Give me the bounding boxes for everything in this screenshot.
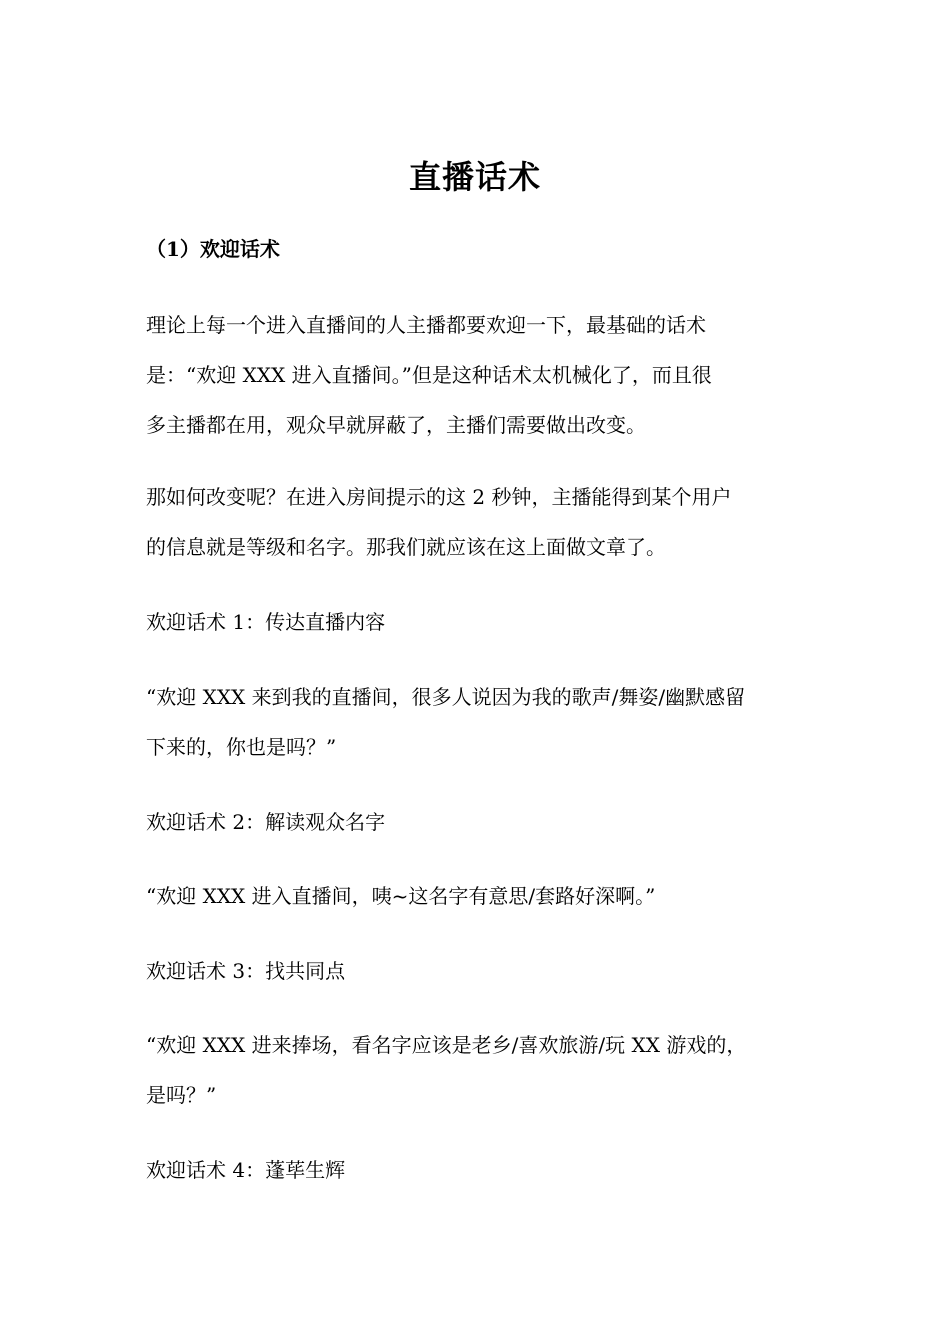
- welcome-script-1-quote: [146, 672, 806, 772]
- paragraph-line: 欢迎话术 3：找共同点: [146, 959, 346, 983]
- welcome-script-3-quote: [146, 1020, 806, 1120]
- paragraph-line: 是：“欢迎 XXX 进入直播间。”但是这种话术太机械化了，而且很: [146, 363, 712, 387]
- welcome-script-1-heading: [146, 597, 806, 647]
- welcome-script-3-heading: [146, 946, 806, 996]
- paragraph-intro: [146, 300, 806, 450]
- paragraph-line: 下来的，你也是吗？”: [146, 735, 337, 759]
- paragraph-line: 多主播都在用，观众早就屏蔽了，主播们需要做出改变。: [146, 413, 646, 437]
- paragraph-line: “欢迎 XXX 来到我的直播间，很多人说因为我的歌声/舞姿/幽默感留: [146, 685, 746, 709]
- section-heading: （1）欢迎话术: [146, 237, 280, 261]
- welcome-script-2-quote: [146, 871, 806, 921]
- paragraph-line: 欢迎话术 4：蓬荜生辉: [146, 1158, 346, 1182]
- document-title: 直播话术: [408, 158, 541, 196]
- paragraph-line: “欢迎 XXX 进入直播间，咦~这名字有意思/套路好深啊。”: [146, 884, 656, 908]
- paragraph-line: 的信息就是等级和名字。那我们就应该在这上面做文章了。: [146, 535, 666, 559]
- paragraph-line: 是吗？”: [146, 1083, 217, 1107]
- paragraph-line: 欢迎话术 1：传达直播内容: [146, 610, 386, 634]
- paragraph-line: 那如何改变呢？在进入房间提示的这 2 秒钟，主播能得到某个用户: [146, 485, 732, 509]
- welcome-script-4-heading: [146, 1145, 806, 1195]
- paragraph-line: 理论上每一个进入直播间的人主播都要欢迎一下，最基础的话术: [146, 313, 706, 337]
- paragraph-change: [146, 472, 806, 572]
- paragraph-line: 欢迎话术 2：解读观众名字: [146, 810, 386, 834]
- welcome-script-2-heading: [146, 797, 806, 847]
- paragraph-line: “欢迎 XXX 进来捧场，看名字应该是老乡/喜欢旅游/玩 XX 游戏的，: [146, 1033, 747, 1057]
